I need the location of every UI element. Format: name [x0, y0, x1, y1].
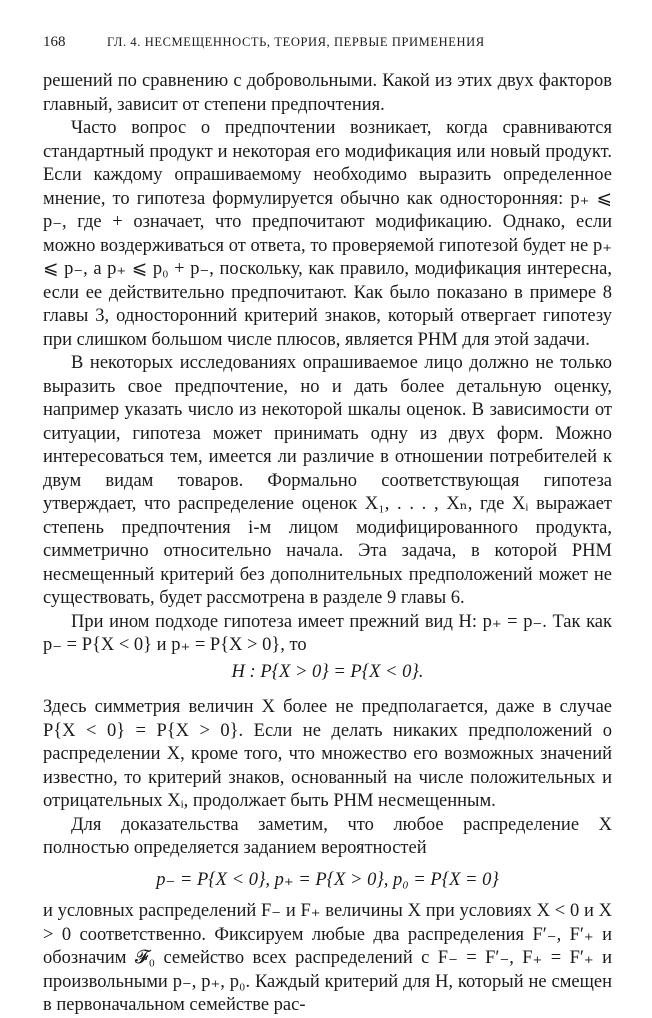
- paragraph-detailed-rating: В некоторых исследованиях опрашиваемое лицо должно не только выразить свое предпочтение, но и дать более детальную оценку, например указать число из некоторой шкалы оценок. В зависимости от ситуации, гипотеза может принимать одну из двух форм. Можно интересоваться тем, имеется ли различие в отношении потребителей к двум видам товаров. Формально соответствующая гипотеза утверждает, что распределение оценок X₁, . . . , Xₙ, где Xᵢ выражает степень предпочтения i-м лицом модифицированного продукта, симметрично относительно начала. Эта задача, в которой РНМ несмещенный критерий без дополнительных предположений может не существовать, будет рассмотрена в разделе 9 главы 6.: [43, 353, 612, 608]
- paragraph-preference-hypothesis: Часто вопрос о предпочтении возникает, когда сравниваются стандартный продукт и некоторая его модификация или новый продукт. Если каждому опрашиваемому необходимо выразить определенное мнение, то гипотеза формулируется обычно как односторонняя: p₊ ⩽ p₋, где + означает, что предпочитают модификацию. Однако, если можно воздерживаться от ответа, то проверяемой гипотезой будет не p₊ ⩽ p₋, а p₊ ⩽ p₀ + p₋, поскольку, как правило, модификация интересна, если ее действительно предпочитают. Как было показано в примере 8 главы 3, односторонний критерий знаков, который отвергает гипотезу при слишком большом числе плюсов, является РНМ для этой задачи.: [43, 118, 612, 350]
- page-header: [43, 34, 612, 56]
- paragraph-proof-intro: Для доказательства заметим, что любое распределение X полностью определяется заданием вероятностей: [43, 814, 612, 858]
- paragraph-conditional-distributions: и условных распределений F₋ и F₊ величины X при условиях X < 0 и X > 0 соответственно. Фиксируем любые два распределения F′₋, F′₊ и обозначим 𝓕₀ семейство всех распределений с F₋ = F′₋, F₊ = F′₊ и произвольными p₋, p₊, p₀. Каждый критерий для H, который не смещен в первоначальном семействе рас-: [43, 901, 612, 1015]
- running-title: ГЛ. 4. НЕСМЕЩЕННОСТЬ, ТЕОРИЯ, ПЕРВЫЕ ПРИМЕНЕНИЯ: [107, 35, 485, 49]
- page-number: 168: [43, 34, 66, 50]
- paragraph-continuation: решений по сравнению с добровольными. Какой из этих двух факторов главный, зависит от степени предпочтения.: [43, 71, 612, 115]
- paragraph-alternative-approach: При ином подходе гипотеза имеет прежний вид H: p₊ = p₋. Так как p₋ = P{X < 0} и p₊ = P{X > 0}, то: [43, 611, 612, 655]
- formula-probabilities: p₋ = P{X < 0}, p₊ = P{X > 0}, p₀ = P{X = 0}: [156, 869, 499, 890]
- paragraph-no-symmetry: Здесь симметрия величин X более не предполагается, даже в случае P{X < 0} = P{X > 0}. Если не делать никаких предположений о распределении X, кроме того, что множество его возможных значений известно, то критерий знаков, основанный на числе положительных и отрицательных Xᵢ, продолжает быть РНМ несмещенным.: [43, 697, 612, 811]
- formula-hypothesis: H : P{X > 0} = P{X < 0}.: [231, 661, 424, 682]
